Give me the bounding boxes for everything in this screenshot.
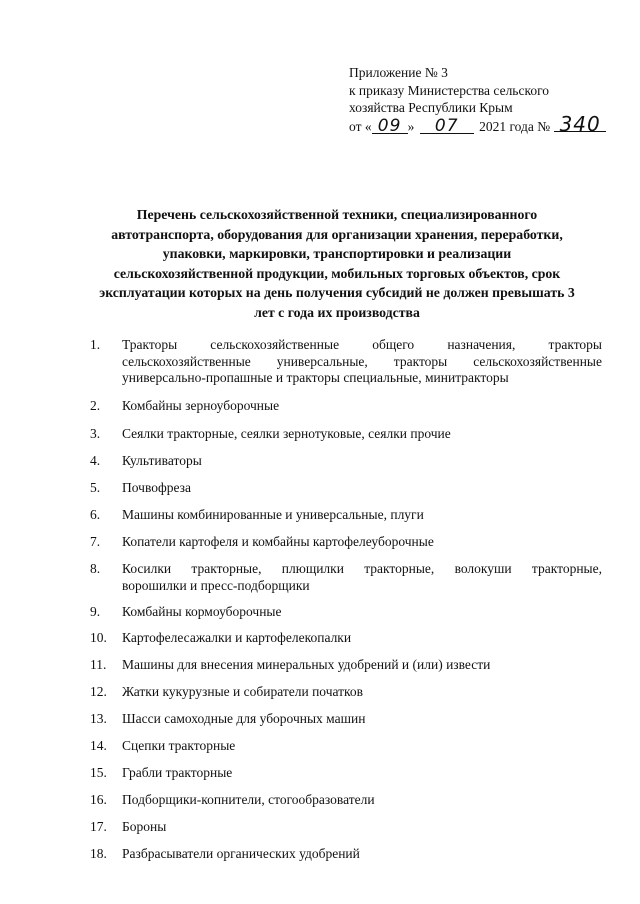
item-number: 7.	[90, 534, 101, 549]
item-number: 8.	[90, 561, 101, 576]
item-text: Машины для внесения минеральных удобрений и (или) извести	[122, 657, 491, 672]
document-title	[72, 205, 602, 323]
item-text: Культиваторы	[122, 453, 202, 468]
item-text: Сеялки тракторные, сеялки зернотуковые, сеялки прочие	[122, 426, 451, 441]
item-number: 18.	[90, 846, 107, 861]
item-number: 5.	[90, 480, 101, 495]
item-text: Бороны	[122, 819, 167, 834]
appendix-header	[349, 64, 619, 135]
item-number: 1.	[90, 337, 101, 352]
item-number: 13.	[90, 711, 107, 726]
date-close-quote: »	[407, 118, 415, 134]
appendix-date-line	[349, 111, 619, 136]
handwritten-month: 07	[420, 119, 474, 134]
item-text: Почвофреза	[122, 480, 191, 495]
item-text-line: Косилки тракторные, плющилки тракторные, волокуши тракторные,	[122, 561, 602, 576]
item-text: Грабли тракторные	[122, 765, 233, 780]
item-text: Копатели картофеля и комбайны картофелеуборочные	[122, 534, 434, 549]
title-line: эксплуатации которых на день получения субсидий не должен превышать 3	[99, 285, 575, 301]
title-line: Перечень сельскохозяйственной техники, специализированного	[136, 207, 538, 222]
item-text: Машины комбинированные и универсальные, плуги	[122, 507, 424, 522]
title-line: автотранспорта, оборудования для организации хранения, переработки,	[111, 226, 563, 242]
item-text: Картофелесажалки и картофелекопалки	[122, 630, 352, 645]
handwritten-order-number: 340	[554, 117, 606, 132]
item-number: 11.	[90, 657, 107, 672]
item-text-line: универсально-пропашные и тракторы специальные, минитракторы	[122, 370, 509, 385]
item-number: 16.	[90, 792, 107, 807]
item-text: Сцепки тракторные	[122, 738, 236, 753]
item-number: 15.	[90, 765, 107, 780]
title-line: сельскохозяйственной продукции, мобильных торговых объектов, срок	[113, 265, 561, 281]
item-number: 2.	[90, 398, 101, 413]
item-text-line: Тракторы сельскохозяйственные общего назначения, тракторы	[122, 337, 602, 352]
appendix-order-line: к приказу Министерства сельского	[349, 82, 550, 98]
item-text-line: ворошилки и пресс-подборщики	[122, 577, 310, 593]
item-text	[122, 561, 602, 594]
item-number: 14.	[90, 738, 107, 753]
item-number: 3.	[90, 426, 101, 441]
item-text: Жатки кукурузные и собиратели початков	[122, 684, 364, 699]
item-text-line: сельскохозяйственные универсальные, тракторы сельскохозяйственные	[122, 353, 602, 369]
item-text: Разбрасыватели органических удобрений	[122, 846, 360, 861]
item-number: 9.	[90, 604, 101, 619]
item-text: Подборщики-копнители, стогообразователи	[122, 792, 375, 807]
item-text: Комбайны зерноуборочные	[122, 398, 280, 413]
item-number: 17.	[90, 819, 107, 834]
appendix-title: Приложение № 3	[349, 65, 448, 80]
item-text: Шасси самоходные для уборочных машин	[122, 711, 366, 726]
appendix-ministry-line: хозяйства Республики Крым	[349, 100, 513, 115]
item-text: Комбайны кормоуборочные	[122, 604, 282, 619]
handwritten-day: 09	[372, 119, 408, 134]
item-text	[122, 337, 602, 387]
title-line: лет с года их производства	[254, 304, 420, 320]
item-number: 4.	[90, 453, 101, 468]
date-year-text: 2021 года №	[479, 118, 551, 134]
item-number: 12.	[90, 684, 107, 699]
date-prefix: от «	[349, 118, 372, 134]
title-line: упаковки, маркировки, транспортировки и реализации	[162, 246, 512, 262]
item-number: 10.	[90, 630, 107, 645]
item-number: 6.	[90, 507, 101, 522]
